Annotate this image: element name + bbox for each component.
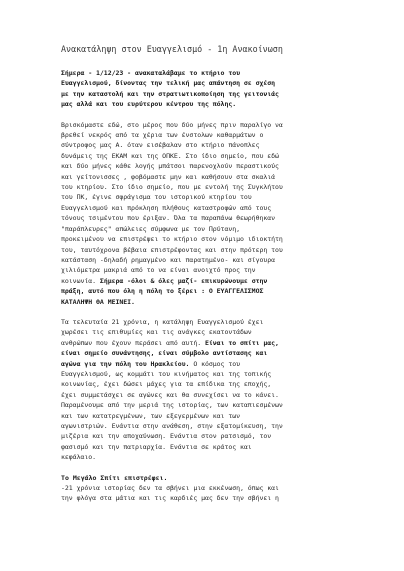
body-paragraph-1-emphasis: Σήμερα -όλοι & όλες μαζί- επικυρώνουμε στην πράξη, αυτό που όλη η πόλη το ξέρει : Ο ΕΥΑΓΓΕΛΙΣΜΟΣ ΚΑΤΑΛΗΨΗ ΘΑ ΜΕΙΝΕΙ. <box>61 276 268 306</box>
body-paragraph-1 <box>61 120 363 307</box>
body-paragraph-2-text-a: Τα τελευταία 21 χρόνια, η κατάληψη Ευαγγελισμού έχει χωρέσει τις επιθυμίες και τις ανάγκες εκατοντάδων ανθρώπων που έχουν περάσει από αυτή. <box>61 317 264 347</box>
section-heading: Το Μεγάλο Σπίτι επιστρέφει. <box>61 473 168 482</box>
body-paragraph-2 <box>61 317 363 463</box>
body-paragraph-1-text: Βρισκόμαστε εδώ, στο μέρος που δύο μήνες πριν παραλίγο να βρεθεί νεκρός από τα χέρια των ένστολων καθαρμάτων ο σύντροφος μας Α. όταν εισέβαλαν στο κτήριο πάνοπλες δυνάμεις της ΕΚΑΜ και της ΟΠΚΕ. Στο ίδιο σημείο, που εδώ και δύο μήνες κάθε λογής μπάτσοι παρενοχλούν περαστικούς και γείτονισσες , φοβόμαστε μην και καθήσουν στα σκαλιά του κτηρίου. Στο ίδιο σημείο, που με εντολή της Συγκλήτου του ΠΚ, έγινε σφράγισμα του ιστορικού κτηρίου του Ευαγγελισμού και πρόκληση πλήθους καταστροφών από τους τόνους τσιμέντου που έριξαν. Όλα τα παραπάνω θεωρήθηκαν "παράπλευρες" απώλειες σύμφωνα με τον Πρύτανη, προκειμένου να επιστρέψει το κτήριο στον νόμιμο ιδιοκτήτη του, ταυτόχρονα βέβαια επιστρέφοντας και στην πρότερη του κατάσταση -δηλαδή ρημαγμένο και παρατημένο- και σίγουρα χιλιόμετρα μακριά από το να είναι ανοιχτό προς την κοινωνία. <box>61 120 283 285</box>
document-title: Ανακατάληψη στον Ευαγγελισμό - 1η Ανακοίνωση <box>61 44 283 54</box>
body-paragraph-3: -21 χρόνια ιστορίας δεν τα σβήνει μια εκκένωση, όπως και την φλόγα στα μάτια και τις καρδιές μας δεν την σβήνει η <box>61 484 279 503</box>
body-paragraph-2-text-b: Ο κόσμος του Ευαγγελισμού, ως κομμάτι του κινήματος και της τοπικής κοινωνίας, έχει δώσει μάχες για τα επίδικα της εποχής, έχει συμμετάσχει σε αγώνες και θα συνεχίσει να το κάνει. Παραμένουμε από την μεριά της ιστορίας, των καταπιεσμένων και των κατατρεγμένων, των εξεγερμένων και των αγωνιστριών. Ενάντια στην ανάθεση, στην εξατομίκευση, την μιζέρια και την αποχαύνωση. Ενάντια στον ρατσισμό, τον φασισμό και την πατριαρχία. Ενάντια σε κράτος και κεφάλαιο. <box>61 359 283 462</box>
document-page <box>61 44 363 514</box>
body-paragraph-2-emphasis: Είναι το σπίτι μας, είναι σημείο συνάντησης, είναι σύμβολο αντίστασης και αγώνα για την πόλη του Ηρακλείου. <box>61 338 279 368</box>
intro-paragraph: Σήμερα - 1/12/23 - ανακαταλάβαμε το κτήριο του Ευαγγελισμού, δίνοντας την τελική μας απάντηση σε σχέση με την καταστολή και την στρατιωτικοποίηση της γειτονιάς μας αλλά και του ευρύτερου κέντρου της πόλης. <box>61 69 279 109</box>
